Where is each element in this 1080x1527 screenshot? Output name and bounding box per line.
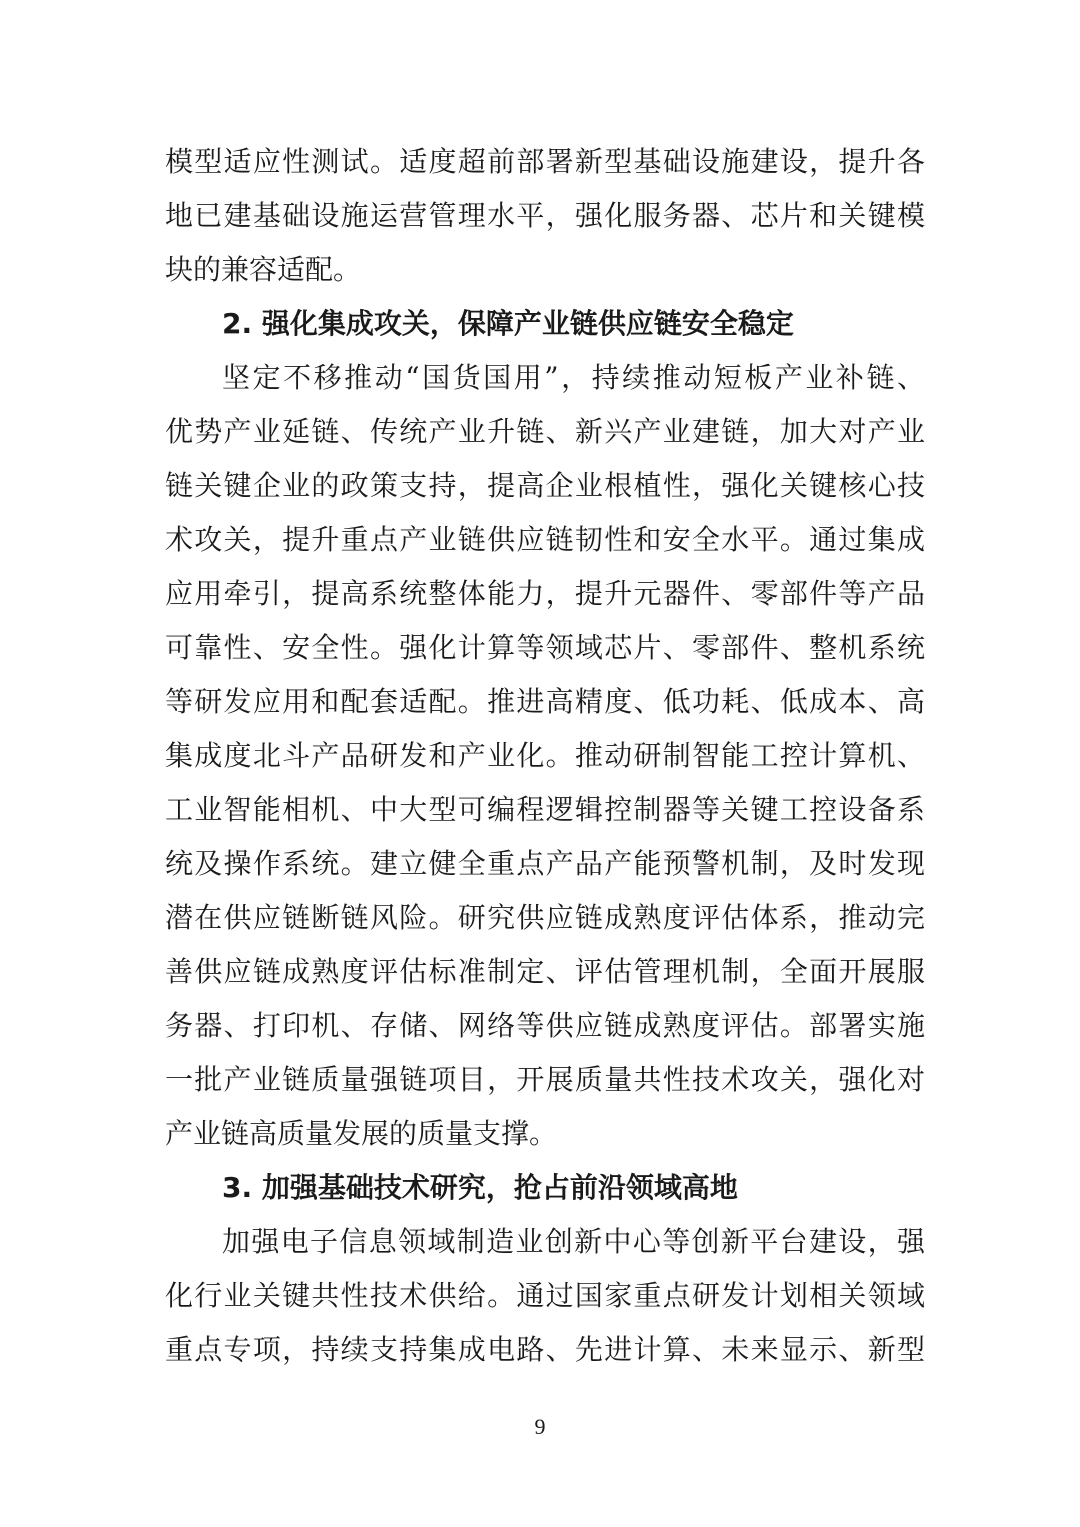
body-line: 集成度北斗产品研发和产业化。推动研制智能工控计算机、 — [165, 739, 925, 772]
section-heading: 2. 强化集成攻关，保障产业链供应链安全稳定 — [222, 307, 794, 340]
body-line: 链关键企业的政策支持，提高企业根植性，强化关键核心技 — [165, 469, 925, 502]
body-line: 潜在供应链断链风险。研究供应链成熟度评估体系，推动完 — [165, 901, 925, 934]
body-line: 应用牵引，提高系统整体能力，提升元器件、零部件等产品 — [165, 577, 925, 610]
watermark-text: 大数跨境 — [58, 1492, 147, 1518]
body-line: 务器、打印机、存储、网络等供应链成熟度评估。部署实施 — [165, 1009, 925, 1042]
section-heading: 3. 加强基础技术研究，抢占前沿领域高地 — [222, 1171, 738, 1204]
body-line: 加强电子信息领域制造业创新中心等创新平台建设，强 — [222, 1225, 925, 1258]
body-line: 等研发应用和配套适配。推进高精度、低功耗、低成本、高 — [165, 685, 925, 718]
body-line: 术攻关，提升重点产业链供应链韧性和安全水平。通过集成 — [165, 523, 925, 556]
body-line: 块的兼容适配。 — [165, 253, 362, 286]
body-line: 化行业关键共性技术供给。通过国家重点研发计划相关领域 — [165, 1279, 925, 1312]
body-line: 模型适应性测试。适度超前部署新型基础设施建设，提升各 — [165, 145, 925, 178]
page-number: 9 — [534, 1414, 546, 1439]
watermark — [8, 1486, 146, 1520]
body-line: 统及操作系统。建立健全重点产品产能预警机制，及时发现 — [165, 847, 925, 880]
body-line: 产业链高质量发展的质量支撑。 — [165, 1117, 558, 1150]
body-line: 善供应链成熟度评估标准制定、评估管理机制，全面开展服 — [165, 955, 925, 988]
body-line: 工业智能相机、中大型可编程逻辑控制器等关键工控设备系 — [165, 793, 925, 826]
body-line: 地已建基础设施运营管理水平，强化服务器、芯片和关键模 — [165, 199, 925, 232]
body-line: 优势产业延链、传统产业升链、新兴产业建链，加大对产业 — [165, 415, 925, 448]
body-line: 一批产业链质量强链项目，开展质量共性技术攻关，强化对 — [165, 1063, 925, 1096]
watermark-logo-icon — [8, 1489, 52, 1517]
body-line: 坚定不移推动“国货国用”，持续推动短板产业补链、 — [222, 361, 925, 394]
body-line: 重点专项，持续支持集成电路、先进计算、未来显示、新型 — [165, 1333, 925, 1366]
body-line: 可靠性、安全性。强化计算等领域芯片、零部件、整机系统 — [165, 631, 925, 664]
